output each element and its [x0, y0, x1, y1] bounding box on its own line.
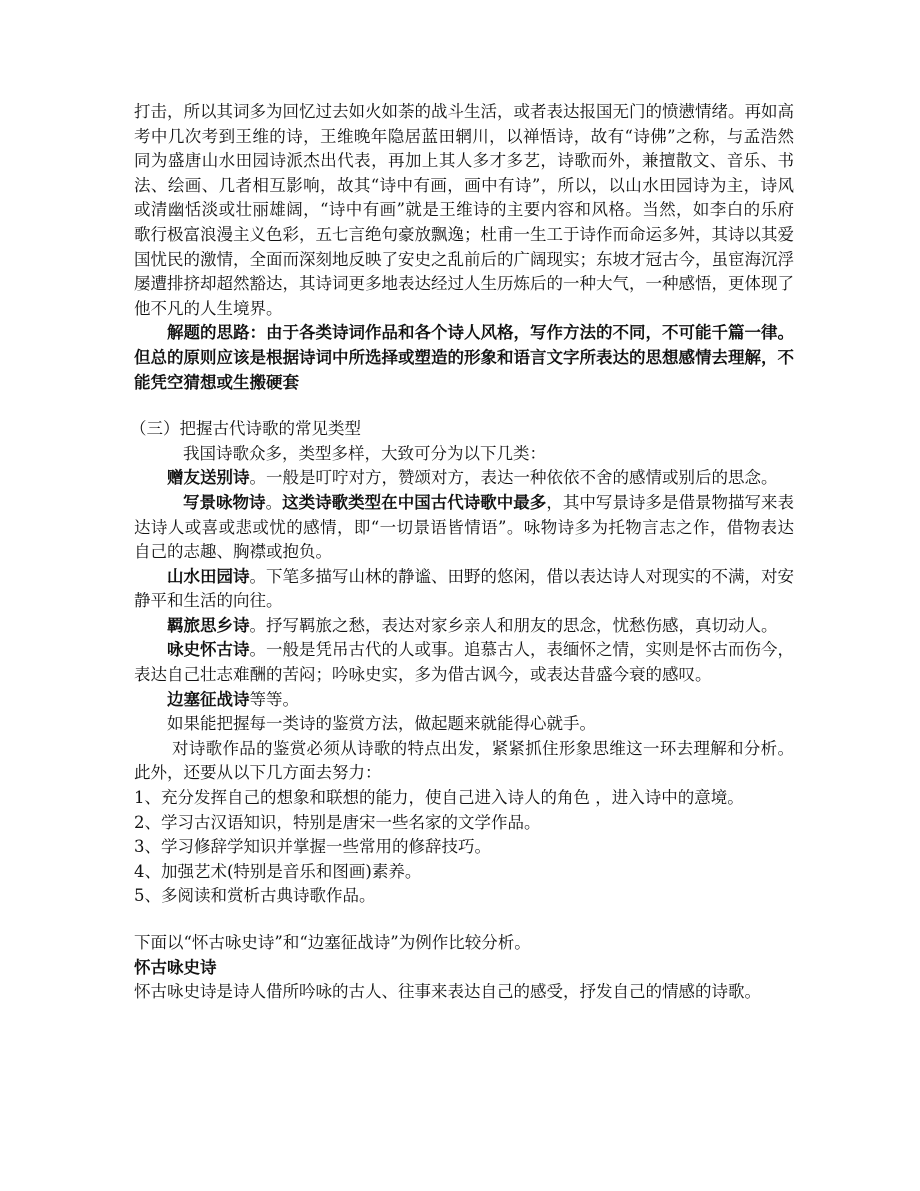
tips-list	[134, 786, 794, 909]
list-item: 4、加强艺术(特别是音乐和图画)素养。	[134, 861, 422, 881]
type-homesick-desc: 。抒写羁旅之愁，表达对家乡亲人和朋友的思念，忧愁伤感，真切动人。	[249, 615, 778, 635]
type-frontier-name: 边塞征战诗	[167, 689, 250, 709]
spacer	[134, 909, 794, 931]
type-history	[134, 638, 794, 687]
heading-history-poems: 怀古咏史诗	[134, 957, 217, 977]
type-frontier	[134, 688, 794, 713]
paragraph-definition: 怀古咏史诗是诗人借所吟咏的古人、往事来表达自己的感受，抒发自己的情感的诗歌。	[134, 982, 761, 1002]
type-history-desc: 。一般是凭吊古代的人或事。追慕古人，表缅怀之情，实则是怀古而伤今，表达自己壮志难酬的苦闷；吟咏史实，多为借古讽今，或表达昔盛今衰的感叹。	[134, 640, 794, 685]
list-item: 2、学习古汉语知识，特别是唐宋一些名家的文学作品。	[134, 812, 541, 832]
list-item: 5、多阅读和赏析古典诗歌作品。	[134, 886, 376, 906]
type-scenery-desc: ，其中写景诗多是借景物描写来表达诗人或喜或悲或忧的感情，即“一切景语皆情语”。咏物诗多为托物言志之作，借物表达自己的志趣、胸襟或抱负。	[134, 492, 795, 562]
type-landscape-desc: 。下笔多描写山林的静谧、田野的悠闲，借以表达诗人对现实的不满，对安静平和生活的向往。	[134, 566, 794, 611]
list-item: 3、学习修辞学知识并掌握一些常用的修辞技巧。	[134, 837, 491, 857]
type-landscape-name: 山水田园诗	[167, 566, 250, 586]
document-page	[130, 100, 795, 1005]
type-homesick-name: 羁旅思乡诗	[167, 615, 250, 635]
type-scenery-emphasis: 这类诗歌类型在中国古代诗歌中最多	[282, 492, 547, 512]
paragraph-approach: 解题的思路：由于各类诗词作品和各个诗人风格，写作方法的不同，不可能千篇一律。但总的原则应该是根据诗词中所选择或塑造的形象和语言文字所表达的思想感情去理解，不能凭空猜想或生搬硬套	[134, 323, 794, 392]
type-farewell	[134, 466, 794, 491]
section-title: （三）把握古代诗歌的常见类型	[130, 419, 361, 439]
type-history-name: 咏史怀古诗	[167, 640, 250, 660]
type-homesick	[134, 614, 794, 639]
spacer	[134, 395, 794, 417]
type-farewell-name: 赠友送别诗	[167, 468, 250, 488]
type-farewell-desc: 。一般是叮咛对方，赞颂对方，表达一种依依不舍的感情或别后的思念。	[249, 468, 778, 488]
type-frontier-desc: 等等。	[249, 689, 299, 709]
type-scenery-sep: 。	[265, 492, 283, 512]
paragraph-master: 如果能把握每一类诗的鉴赏方法，做起题来就能得心就手。	[167, 714, 596, 734]
paragraph-compare: 下面以“怀古咏史诗”和“边塞征战诗”为例作比较分析。	[134, 933, 531, 952]
paragraph-appreciation: 对诗歌作品的鉴赏必须从诗歌的特点出发，紧紧抓住形象思维这一环去理解和分析。此外，还要从以下几方面去努力：	[134, 738, 794, 783]
paragraph-intro: 我国诗歌众多，类型多样，大致可分为以下几类：	[183, 443, 546, 463]
paragraph-poets-styles: 打击，所以其词多为回忆过去如火如荼的战斗生活，或者表达报国无门的愤懑情绪。再如高考中几次考到王维的诗，王维晚年隐居蓝田辋川，以禅悟诗，故有“诗佛”之称，与孟浩然同为盛唐山水田园诗派杰出代表，再加上其人多才多艺，诗歌而外，兼擅散文、音乐、书法、绘画、几者相互影响，故其“诗中有画，画中有诗”，所以，以山水田园诗为主，诗风或清幽恬淡或壮丽雄阔，“诗中有画”就是王维诗的主要内容和风格。当然，如李白的乐府歌行极富浪漫主义色彩，五七言绝句豪放飘逸；杜甫一生工于诗作而命运多舛，其诗以其爱国忧民的激情，全面而深刻地反映了安史之乱前后的广阔现实；东坡才冠古今，虽宦海沉浮屡遭排挤却超然豁达，其诗词更多地表达经过人生历炼后的一种大气，一种感悟，更体现了他不凡的人生境界。	[134, 102, 794, 318]
list-item: 1、充分发挥自己的想象和联想的能力，使自己进入诗人的角色 ，进入诗中的意境。	[134, 788, 744, 808]
type-scenery-name: 写景咏物诗	[183, 492, 266, 512]
type-landscape	[134, 565, 794, 614]
type-scenery	[134, 491, 794, 565]
